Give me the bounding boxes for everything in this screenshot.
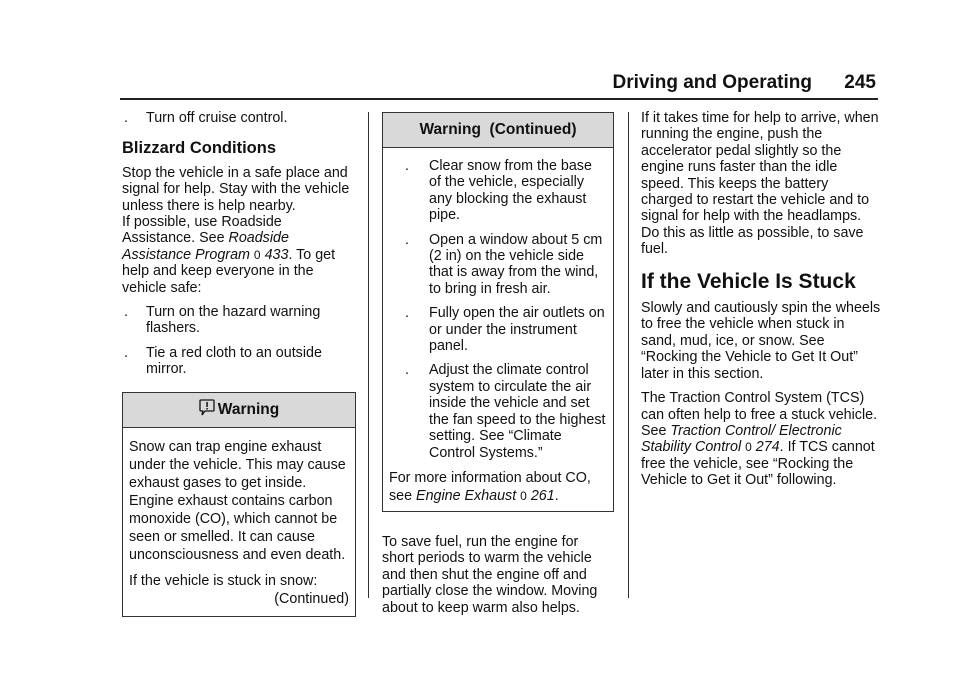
stuck-heading: If the Vehicle Is Stuck [641, 269, 856, 293]
warning-text-2: If the vehicle is stuck in snow: [129, 572, 318, 589]
bullet-item [389, 305, 607, 354]
traction-control-link[interactable]: Traction Control/ Electronic Stability Control [641, 422, 842, 456]
warning-title: Warning [217, 400, 280, 418]
bullet-item [389, 362, 607, 460]
bullet-text: Adjust the climate control system to circulate the air inside the vehicle and set the fan speed to the highest setting. See “Climate Control Systems.” [429, 362, 606, 461]
continued-label: (Continued) [274, 590, 349, 607]
page-ref-arrow-icon: 0 [520, 488, 527, 503]
bullet-mark: . [405, 362, 409, 379]
bullet-mark: . [124, 344, 128, 361]
bullet-text: Open a window about 5 cm (2 in) on the vehicle side that is away from the wind, to bring in fresh air. [429, 231, 603, 297]
roadside-assistance-link[interactable]: Roadside Assistance Program [122, 230, 289, 263]
bullet-item [389, 232, 607, 298]
warning-box-body [123, 428, 355, 616]
bullet-item [122, 304, 356, 337]
warning-box-header [123, 393, 355, 428]
section-title: Driving and Operating [612, 72, 812, 93]
more-info-text: For more information about CO, see Engine Exhaust 0 261. [389, 469, 591, 504]
bullet-item [122, 345, 356, 378]
bullet-text: Tie a red cloth to an outside mirror. [146, 344, 322, 378]
blizzard-para-2: If possible, use Roadside Assistance. See Roadside Assistance Program 0 433. To get help and keep everyone in the vehicle safe: [122, 214, 336, 296]
bullet-item [122, 110, 356, 126]
page-number: 245 [844, 72, 876, 93]
bullet-mark: . [124, 110, 128, 126]
warning-box [122, 392, 356, 617]
bullet-text: Fully open the air outlets on or under the instrument panel. [429, 305, 605, 355]
warning-continued-body [383, 148, 613, 511]
bullet-mark: . [405, 158, 409, 174]
engine-exhaust-link[interactable]: Engine Exhaust [416, 487, 517, 504]
bullet-mark: . [124, 304, 128, 321]
page-ref-arrow-icon: 0 [745, 440, 752, 455]
blizzard-heading: Blizzard Conditions [122, 139, 276, 158]
page-header [120, 70, 878, 100]
blizzard-para-1: Stop the vehicle in a safe place and signal for help. Stay with the vehicle unless there is help nearby. [122, 164, 350, 214]
bullet-mark: . [405, 231, 409, 248]
warning-continued-box [382, 112, 614, 512]
bullet-mark: . [405, 305, 409, 322]
column-divider-2 [628, 112, 629, 598]
column-left [122, 110, 356, 617]
stuck-para-1: Slowly and cautiously spin the wheels to free the vehicle when stuck in sand, mud, ice, or snow. See “Rocking the Vehicle to Get It Out” later in this section. [641, 300, 881, 382]
engine-exhaust-page[interactable]: 261 [530, 487, 555, 504]
warning-text: Snow can trap engine exhaust under the vehicle. This may cause exhaust gases to get inside. Engine exhaust contains carbon monoxide (CO), which cannot be seen or smelled. It can cause unconsciousness and even death. [129, 438, 346, 563]
page-ref-arrow-icon: 0 [253, 247, 261, 262]
bullet-text: Turn on the hazard warning flashers. [146, 304, 321, 337]
traction-control-page[interactable]: 274 [755, 439, 780, 456]
roadside-assistance-page[interactable]: 433 [264, 246, 289, 263]
column-middle [382, 110, 614, 624]
stuck-para-2: The Traction Control System (TCS) can often help to free a stuck vehicle. See Traction Control/ Electronic Stability Control 0 274. If TCS cannot free the vehicle, see “Rocking the Vehicle to Get it Out” following. [641, 390, 878, 489]
help-arrive-para: If it takes time for help to arrive, when running the engine, push the accelerator pedal slightly so the engine runs faster than the idle speed. This keeps the battery charged to restart the vehicle and to signal for help with the headlamps. Do this as little as possible, to save fuel. [641, 110, 879, 258]
bullet-text: Clear snow from the base of the vehicle, especially any blocking the exhaust pipe. [429, 158, 592, 224]
column-divider-1 [368, 112, 369, 598]
column-right [641, 110, 881, 497]
warning-continued-header: Warning (Continued) [383, 113, 613, 148]
bullet-text: Turn off cruise control. [146, 110, 288, 126]
bullet-item [389, 158, 607, 224]
save-fuel-para: To save fuel, run the engine for short periods to warm the vehicle and then shut the engine off and partially close the window. Moving about to keep warm also helps. [382, 533, 598, 616]
warning-icon [199, 399, 215, 416]
